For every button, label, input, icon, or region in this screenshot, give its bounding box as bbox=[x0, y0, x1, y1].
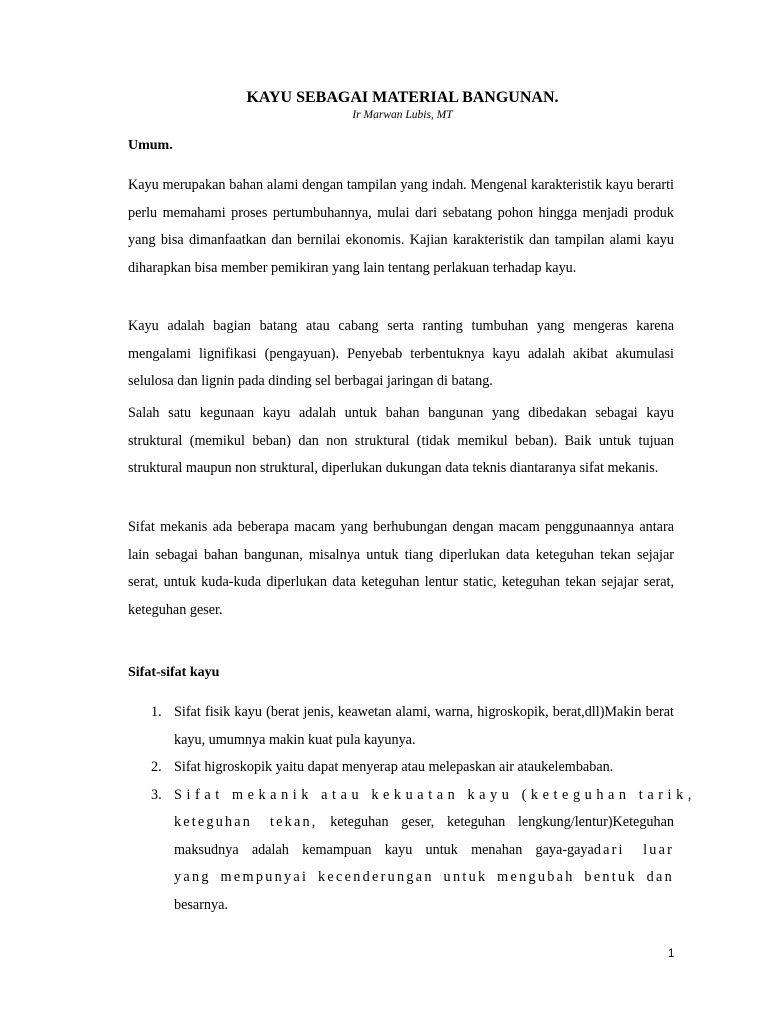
document-author: Ir Marwan Lubis, MT bbox=[352, 109, 453, 121]
list-item-text: Sifat fisik kayu (berat jenis, keawetan alami, warna, higroskopik, berat,dll)Makin berat kayu, umumnya makin kuat pula kayunya. bbox=[174, 704, 674, 748]
list-item-text: maksudnya adalah kemampuan kayu untuk menahan gaya-gaya bbox=[174, 841, 594, 858]
list-item-line: yang mempunyai kecenderungan untuk mengubah bentuk dan bbox=[174, 869, 674, 885]
list-item-line: Sifat mekanik atau kekuatan kayu (keteguhan tarik, bbox=[174, 786, 696, 803]
list-item-text: Sifat higroskopik yaitu dapat menyerap atau melepaskan air ataukelembaban. bbox=[174, 759, 614, 775]
document-title: KAYU SEBAGAI MATERIAL BANGUNAN. bbox=[246, 89, 559, 106]
list-item-line bbox=[174, 809, 674, 837]
list-item bbox=[128, 754, 674, 782]
paragraph: Salah satu kegunaan kayu adalah untuk bahan bangunan yang dibedakan sebagai kayu struktural (memikul beban) dan non struktural (tidak memikul beban). Baik untuk tujuan struktural maupun non struktural, diperlukan dukungan data teknis diantaranya sifat mekanis. bbox=[128, 405, 674, 476]
paragraph: Kayu merupakan bahan alami dengan tampilan yang indah. Mengenal karakteristik kayu berarti perlu memahami proses pertumbuhannya, mulai dari sebatang pohon hingga menjadi produk yang bisa dimanfaatkan dan bernilai ekonomis. Kajian karakteristik dan tampilan alami kayu diharapkan bisa member pemikiran yang lain tentang perlakuan terhadap kayu. bbox=[128, 177, 674, 276]
section-heading-umum: Umum. bbox=[128, 138, 173, 153]
list-item-text: keteguhan geser, keteguhan lengkung/lentur)Keteguhan bbox=[330, 814, 675, 830]
section-heading-sifat: Sifat-sifat kayu bbox=[128, 665, 220, 680]
list-item bbox=[128, 782, 696, 920]
list-item-line bbox=[174, 837, 674, 865]
list-number: 2. bbox=[151, 759, 162, 775]
list-number: 1. bbox=[151, 704, 162, 720]
paragraph: Sifat mekanis ada beberapa macam yang berhubungan dengan macam penggunaannya antara lain sebagai bahan bangunan, misalnya untuk tiang diperlukan data keteguhan tekan sejajar serat, untuk kuda-kuda diperlukan data keteguhan lentur static, keteguhan tekan sejajar serat, keteguhan geser. bbox=[128, 519, 674, 618]
list-item-text: dari luar bbox=[593, 841, 675, 858]
properties-list bbox=[128, 699, 696, 919]
list-item-text: keteguhan tekan, bbox=[174, 814, 318, 830]
paragraph: Kayu adalah bagian batang atau cabang serta ranting tumbuhan yang mengeras karena mengalami lignifikasi (pengayuan). Penyebab terbentuknya kayu adalah akibat akumulasi selulosa dan lignin pada dinding sel berbagai jaringan di batang. bbox=[128, 318, 674, 389]
list-item bbox=[128, 699, 674, 754]
list-number: 3. bbox=[151, 786, 162, 803]
page-number: 1 bbox=[668, 948, 675, 960]
list-item-line: besarnya. bbox=[174, 896, 228, 913]
